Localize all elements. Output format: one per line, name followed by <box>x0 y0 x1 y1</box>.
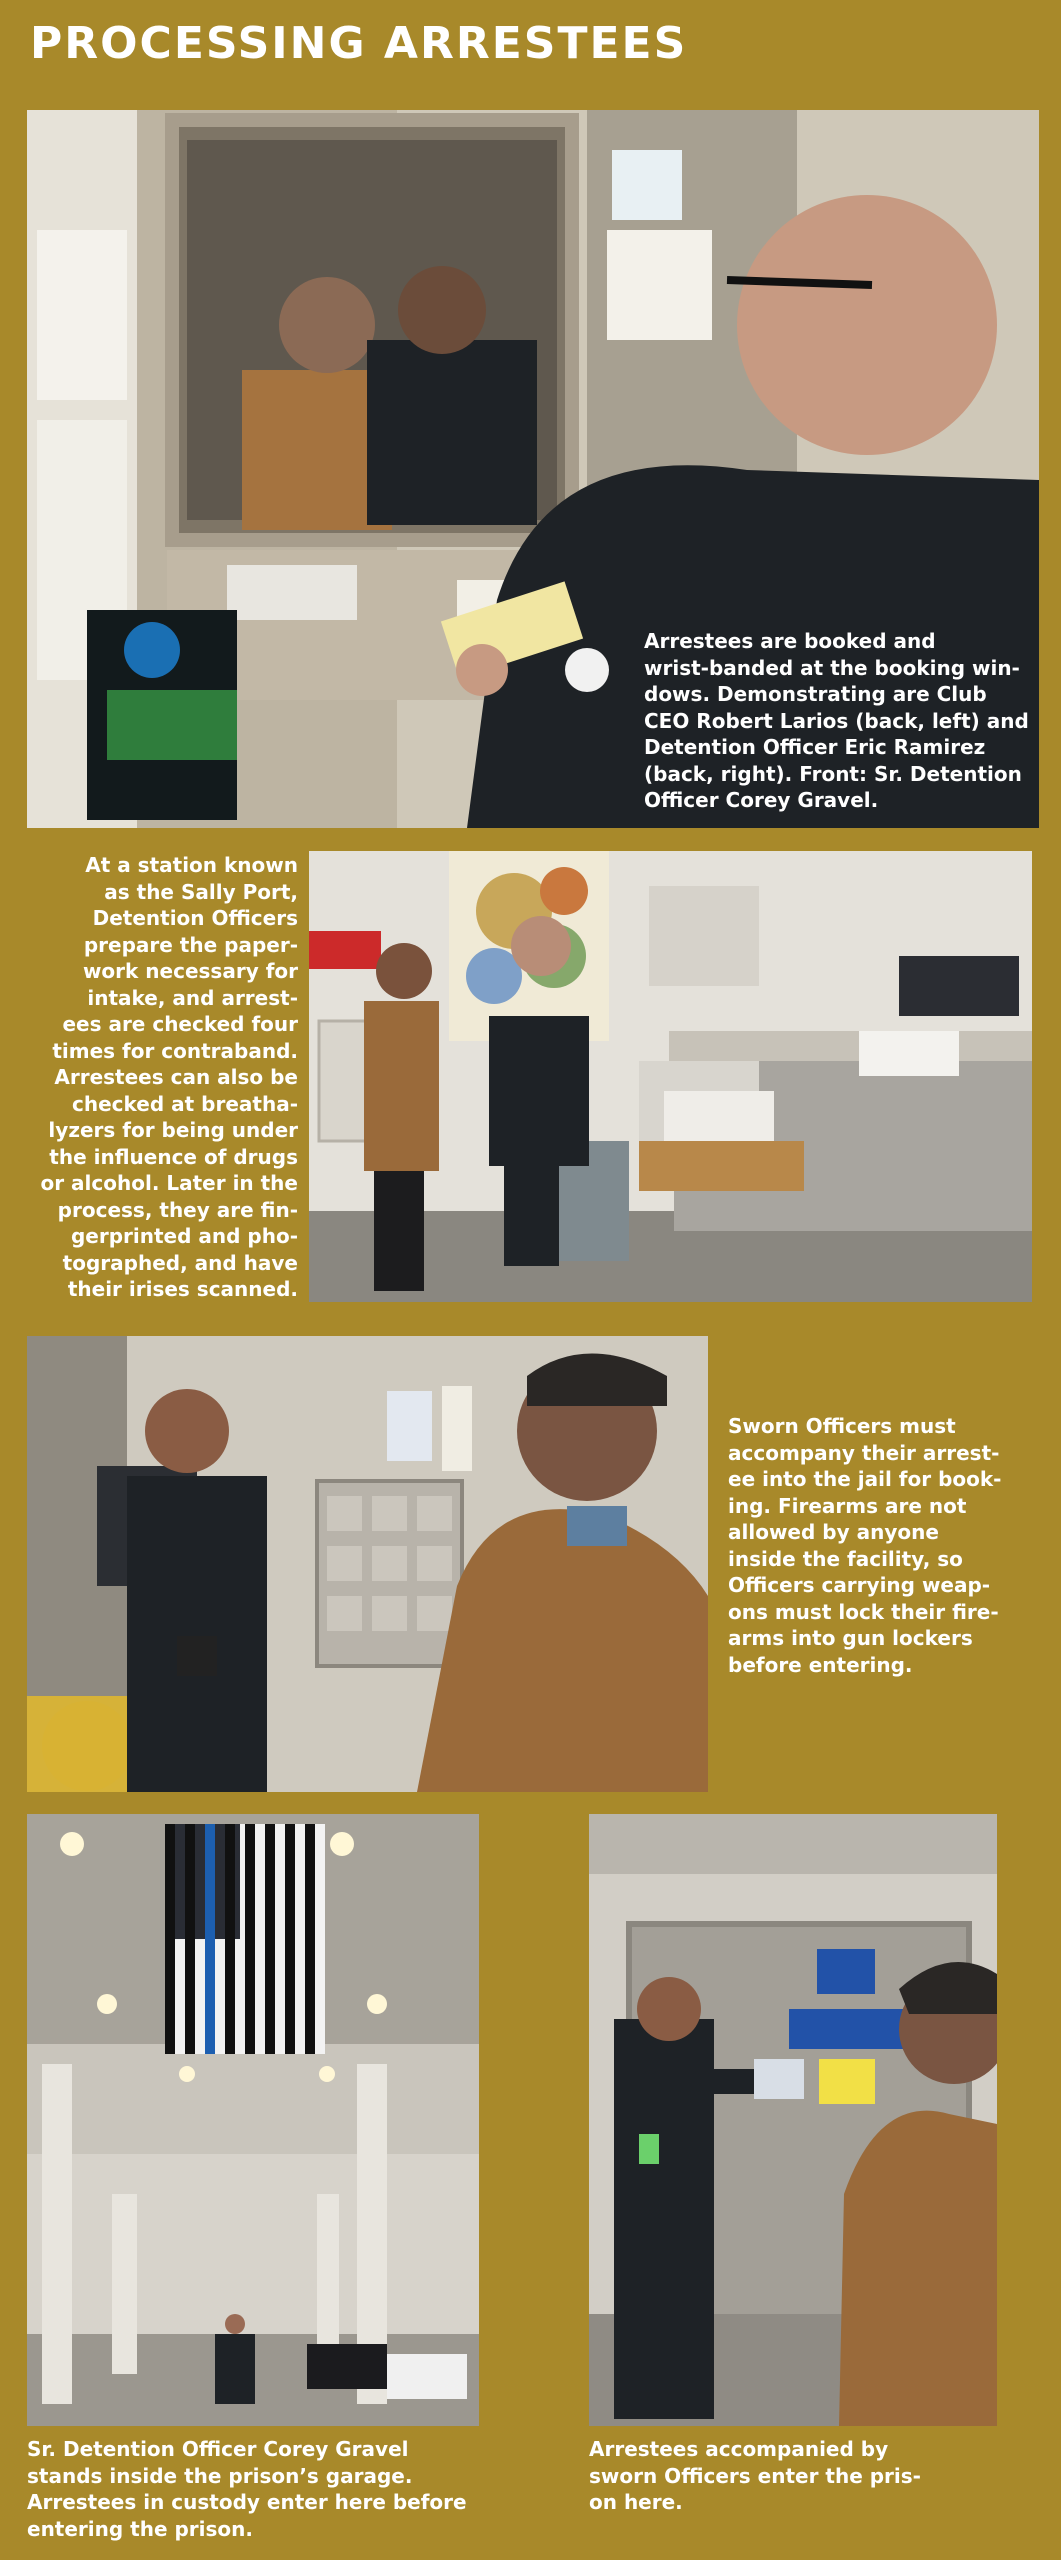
sally-port-photo <box>309 851 1032 1302</box>
gun-lockers-caption: Sworn Officers must accompany their arrest- ee into the jail for book- ing. Firearms are not allowed by anyone inside the facility, so Officers carrying weap- ons must lock their fire- arms into gun lockers before entering. <box>728 1414 1002 1677</box>
prison-garage-caption: Sr. Detention Officer Corey Gravel stands inside the prison’s garage. Arrestees in custody enter here before entering the prison. <box>27 2437 467 2541</box>
prison-entrance-photo <box>589 1814 997 2426</box>
booking-caption: Arrestees are booked and wrist-banded at the booking win- dows. Demonstrating are Club CEO Robert Larios (back, left) and Detention Officer Eric Ramirez (back, right). Front: Sr. Detention Officer Corey Gravel. <box>644 629 1029 812</box>
prison-entrance-caption: Arrestees accompanied by sworn Officers enter the pris- on here. <box>589 2437 921 2514</box>
prison-garage-photo <box>27 1814 479 2426</box>
sally-port-caption: At a station known as the Sally Port, Detention Officers prepare the paper- work necessary for intake, and arrest- ees are checked four times for contraband. Arrestees can also be checked at breatha- lyzers for being under the influence of drugs or alcohol. Later in the process, they are fin- gerprinted and pho- tographed, and have their irises scanned. <box>40 853 298 1301</box>
page-title: PROCESSING ARRESTEES <box>30 18 688 69</box>
gun-lockers-photo <box>27 1336 708 1792</box>
